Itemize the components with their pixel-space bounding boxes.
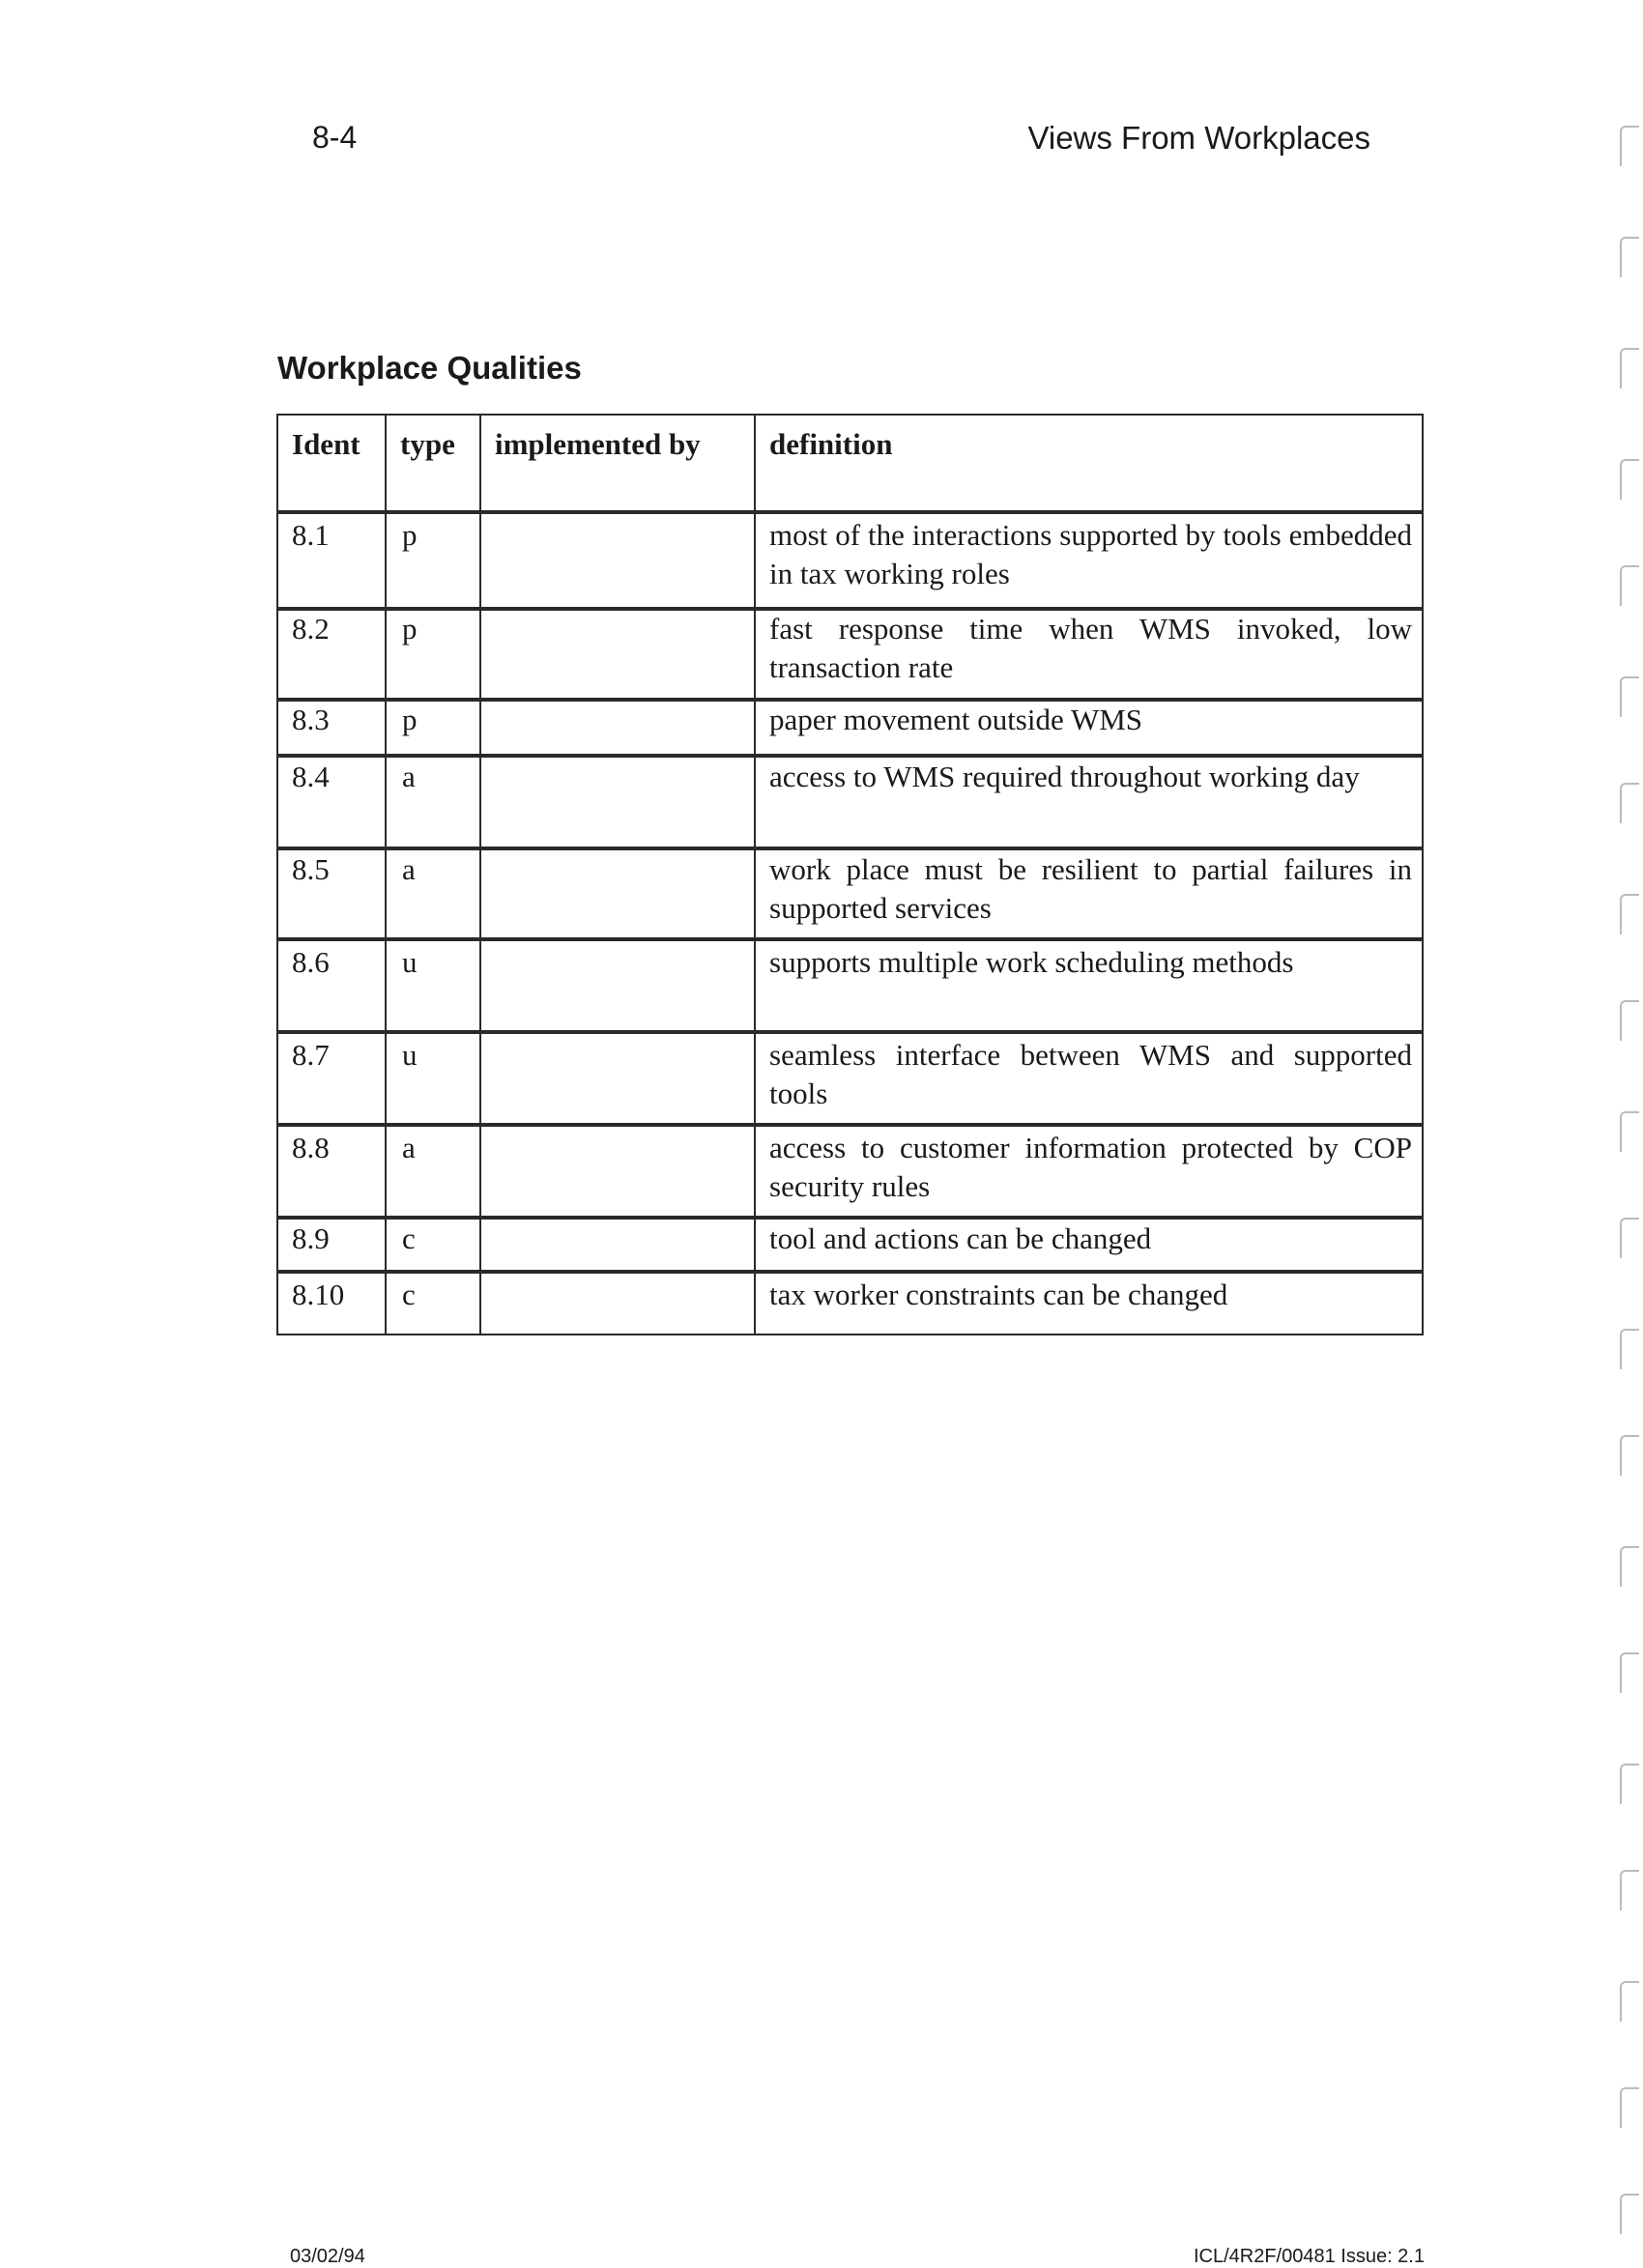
row-definition: access to customer information protected by COP security rules (769, 1131, 1412, 1203)
workplace-qualities-table (276, 414, 1424, 1335)
binder-tab-mark (1620, 1870, 1639, 1910)
row-type: a (402, 760, 416, 793)
row-type: a (402, 1131, 416, 1164)
row-ident: 8.4 (292, 760, 330, 793)
binder-tab-mark (1620, 1652, 1639, 1693)
header-implemented-by: implemented by (495, 427, 701, 461)
row-definition: access to WMS required throughout working day (769, 760, 1360, 793)
row-ident: 8.5 (292, 852, 330, 886)
row-ident: 8.9 (292, 1221, 330, 1255)
binder-tab-mark (1620, 348, 1639, 388)
page-number: 8-4 (312, 120, 358, 155)
row-definition: tool and actions can be changed (769, 1221, 1152, 1255)
binder-tab-mark (1620, 676, 1639, 717)
row-definition: most of the interactions supported by tools embedded in tax working roles (769, 518, 1412, 590)
binder-tab-mark (1620, 1981, 1639, 2022)
row-type: p (402, 703, 418, 736)
row-definition: paper movement outside WMS (769, 703, 1143, 736)
row-definition: tax worker constraints can be changed (769, 1278, 1228, 1311)
binder-tab-mark (1620, 2194, 1639, 2234)
row-definition: supports multiple work scheduling methods (769, 945, 1294, 979)
row-ident: 8.8 (292, 1131, 330, 1164)
header-type: type (400, 427, 455, 461)
row-definition: work place must be resilient to partial failures in supported services (769, 852, 1412, 925)
binder-tab-mark (1620, 2087, 1639, 2128)
row-definition: fast response time when WMS invoked, low transaction rate (769, 612, 1412, 684)
row-type: p (402, 518, 418, 552)
running-title: Views From Workplaces (1027, 120, 1370, 156)
row-ident: 8.3 (292, 703, 330, 736)
row-type: u (402, 945, 418, 979)
row-ident: 8.1 (292, 518, 330, 552)
row-ident: 8.10 (292, 1278, 345, 1311)
binder-tab-mark (1620, 1764, 1639, 1804)
binder-tab-mark (1620, 565, 1639, 606)
binder-tab-mark (1620, 459, 1639, 500)
binder-tab-mark (1620, 1435, 1639, 1476)
column-divider (754, 414, 756, 1335)
binder-tab-mark (1620, 1111, 1639, 1152)
column-divider (385, 414, 387, 1335)
footer-date: 03/02/94 (290, 2246, 365, 2267)
binder-tab-mark (1620, 1329, 1639, 1369)
row-type: a (402, 852, 416, 886)
binder-tab-mark (1620, 894, 1639, 934)
row-definition: seamless interface between WMS and supported tools (769, 1038, 1412, 1110)
row-ident: 8.2 (292, 612, 330, 646)
footer-doc-reference: ICL/4R2F/00481 Issue: 2.1 (1193, 2246, 1425, 2267)
row-type: c (402, 1278, 416, 1311)
binder-tab-mark (1620, 126, 1639, 166)
row-type: u (402, 1038, 418, 1072)
binder-tab-mark (1620, 237, 1639, 277)
binder-tab-mark (1620, 1000, 1639, 1041)
row-type: c (402, 1221, 416, 1255)
binder-tab-mark (1620, 1546, 1639, 1587)
row-type: p (402, 612, 418, 646)
binder-tab-mark (1620, 1218, 1639, 1258)
header-definition: definition (769, 427, 893, 461)
binder-tab-mark (1620, 783, 1639, 823)
section-title: Workplace Qualities (277, 350, 582, 386)
column-divider (479, 414, 481, 1335)
header-ident: Ident (292, 427, 360, 461)
row-ident: 8.6 (292, 945, 330, 979)
row-ident: 8.7 (292, 1038, 330, 1072)
